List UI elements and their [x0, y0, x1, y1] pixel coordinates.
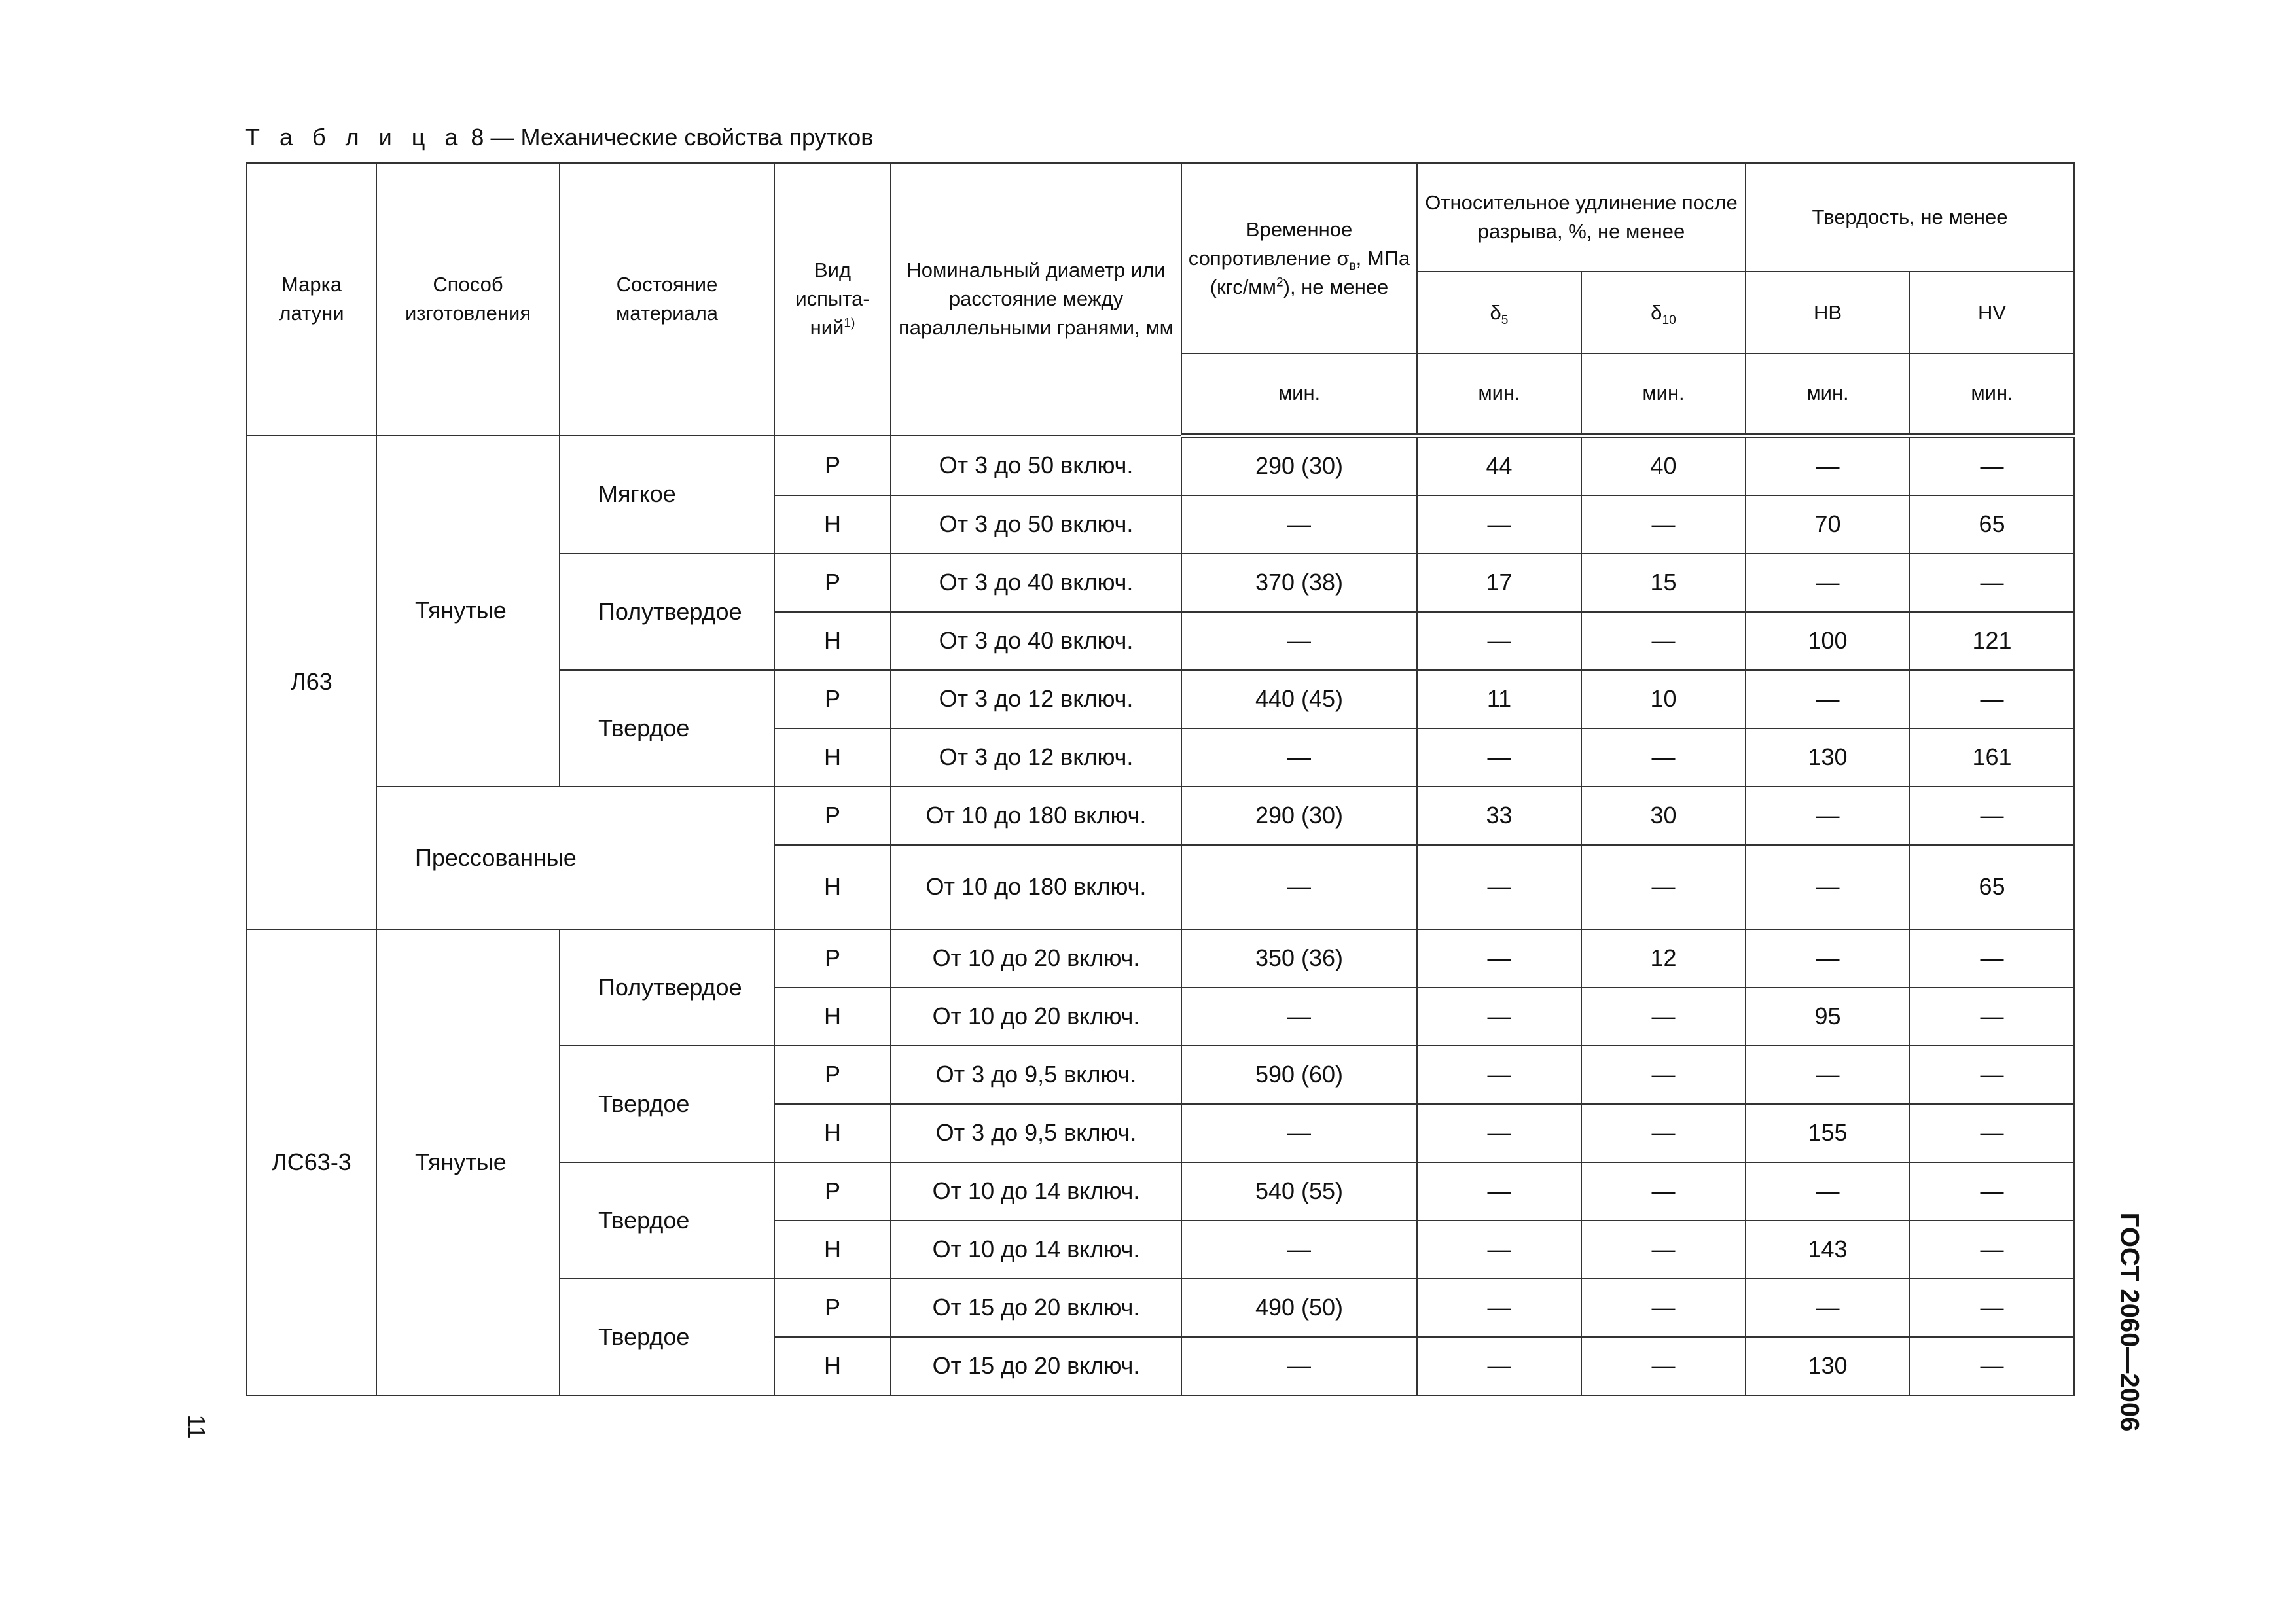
cell-hb: —	[1746, 1162, 1910, 1221]
cell-strength: 290 (30)	[1181, 435, 1417, 495]
header-delta10	[1581, 272, 1746, 353]
cell-hv: 161	[1910, 728, 2074, 787]
state-cell-hard: Твердое	[560, 1162, 774, 1279]
cell-hv: —	[1910, 435, 2074, 495]
cell-strength: 350 (36)	[1181, 929, 1417, 988]
cell-hv: —	[1910, 1279, 2074, 1337]
cell-d10: —	[1581, 845, 1746, 929]
state-cell-semihard: Полутвердое	[560, 929, 774, 1046]
cell-strength: —	[1181, 612, 1417, 670]
delta-symbol: δ	[1651, 300, 1662, 324]
state-cell-hard: Твердое	[560, 1046, 774, 1162]
cell-d10: —	[1581, 988, 1746, 1046]
table-row	[247, 929, 2074, 988]
header-min-d10: мин.	[1581, 353, 1746, 435]
cell-hb: —	[1746, 554, 1910, 612]
cell-d10: —	[1581, 1279, 1746, 1337]
cell-hb: —	[1746, 845, 1910, 929]
cell-strength: —	[1181, 495, 1417, 554]
cell-vid: Р	[774, 1162, 891, 1221]
header-strength-text: Временное сопротивление σ	[1188, 217, 1353, 270]
header-diameter: Номинальный диаметр или расстояние между параллельными гранями, мм	[891, 163, 1181, 435]
cell-d5: —	[1417, 728, 1581, 787]
cell-hv: —	[1910, 787, 2074, 845]
cell-hb: 130	[1746, 728, 1910, 787]
cell-hv: —	[1910, 1221, 2074, 1279]
cell-hb: —	[1746, 929, 1910, 988]
header-elongation: Относительное удлинение после разрыва, %, не менее	[1417, 163, 1746, 272]
cell-d5: 33	[1417, 787, 1581, 845]
cell-d5: —	[1417, 845, 1581, 929]
unit-exponent: 2	[1276, 276, 1283, 290]
state-cell-soft: Мягкое	[560, 435, 774, 554]
page-number	[177, 1407, 216, 1446]
cell-hv: —	[1910, 1104, 2074, 1162]
cell-d10: —	[1581, 1104, 1746, 1162]
cell-strength: 370 (38)	[1181, 554, 1417, 612]
cell-strength: —	[1181, 728, 1417, 787]
cell-d5: —	[1417, 1279, 1581, 1337]
cell-vid: Р	[774, 554, 891, 612]
cell-hv: —	[1910, 988, 2074, 1046]
cell-strength: 590 (60)	[1181, 1046, 1417, 1104]
cell-diameter: От 15 до 20 включ.	[891, 1279, 1181, 1337]
cell-d10: —	[1581, 1162, 1746, 1221]
header-hb: НВ	[1746, 272, 1910, 353]
state-cell-semihard: Полутвердое	[560, 554, 774, 670]
cell-hb: —	[1746, 1046, 1910, 1104]
header-min-hb: мин.	[1746, 353, 1910, 435]
cell-d5: —	[1417, 495, 1581, 554]
cell-d5: —	[1417, 1337, 1581, 1395]
header-strength-end: ), не менее	[1283, 275, 1389, 298]
cell-d10: 12	[1581, 929, 1746, 988]
cell-hv: —	[1910, 1046, 2074, 1104]
cell-hb: —	[1746, 670, 1910, 728]
page-number-text: 11	[183, 1414, 210, 1439]
cell-hv: —	[1910, 929, 2074, 988]
cell-d10: —	[1581, 612, 1746, 670]
header-hv: HV	[1910, 272, 2074, 353]
cell-hb: 143	[1746, 1221, 1910, 1279]
footnote-mark: 1)	[844, 316, 855, 330]
table-row	[247, 787, 2074, 845]
header-min-strength: мин.	[1181, 353, 1417, 435]
caption-label: Т а б л и ц а	[245, 124, 465, 151]
caption-title: — Механические свойства прутков	[490, 124, 874, 151]
cell-diameter: От 3 до 40 включ.	[891, 612, 1181, 670]
header-test-type	[774, 163, 891, 435]
cell-hv: 65	[1910, 845, 2074, 929]
delta-symbol: δ	[1490, 300, 1501, 324]
cell-hv: 65	[1910, 495, 2074, 554]
cell-d5: —	[1417, 612, 1581, 670]
cell-vid: Р	[774, 929, 891, 988]
cell-d10: 10	[1581, 670, 1746, 728]
cell-d10: 15	[1581, 554, 1746, 612]
brand-cell-l63: Л63	[247, 435, 376, 929]
cell-vid: Н	[774, 988, 891, 1046]
cell-strength: —	[1181, 1337, 1417, 1395]
header-strength	[1181, 163, 1417, 353]
cell-strength: 290 (30)	[1181, 787, 1417, 845]
header-min-d5: мин.	[1417, 353, 1581, 435]
cell-vid: Р	[774, 435, 891, 495]
cell-d5: 17	[1417, 554, 1581, 612]
cell-vid: Н	[774, 1337, 891, 1395]
delta5-subscript: 5	[1501, 313, 1509, 327]
cell-d10: —	[1581, 1046, 1746, 1104]
cell-hb: 95	[1746, 988, 1910, 1046]
cell-diameter: От 3 до 9,5 включ.	[891, 1104, 1181, 1162]
cell-hb: 155	[1746, 1104, 1910, 1162]
cell-vid: Н	[774, 728, 891, 787]
state-cell-hard: Твердое	[560, 670, 774, 787]
header-method: Способ изготовления	[376, 163, 560, 435]
cell-d5: —	[1417, 1162, 1581, 1221]
cell-d10: 40	[1581, 435, 1746, 495]
cell-vid: Н	[774, 612, 891, 670]
cell-hb: 130	[1746, 1337, 1910, 1395]
cell-d10: —	[1581, 1221, 1746, 1279]
cell-strength: —	[1181, 845, 1417, 929]
delta10-subscript: 10	[1662, 313, 1676, 327]
cell-strength: —	[1181, 988, 1417, 1046]
cell-vid: Н	[774, 495, 891, 554]
state-cell-hard: Твердое	[560, 1279, 774, 1395]
cell-d10: —	[1581, 1337, 1746, 1395]
cell-hb: 100	[1746, 612, 1910, 670]
method-cell-drawn: Тянутые	[376, 929, 560, 1395]
cell-diameter: От 3 до 12 включ.	[891, 728, 1181, 787]
cell-hv: —	[1910, 1337, 2074, 1395]
standard-sidebar	[2100, 1204, 2159, 1440]
header-test-type-text: Вид испыта-ний	[795, 259, 870, 339]
method-cell-drawn: Тянутые	[376, 435, 560, 787]
cell-vid: Р	[774, 670, 891, 728]
cell-diameter: От 10 до 20 включ.	[891, 929, 1181, 988]
cell-hb: —	[1746, 787, 1910, 845]
cell-vid: Н	[774, 1104, 891, 1162]
table-row	[247, 435, 2074, 495]
cell-vid: Р	[774, 1046, 891, 1104]
mechanical-properties-table	[246, 162, 2075, 1396]
cell-diameter: От 3 до 9,5 включ.	[891, 1046, 1181, 1104]
cell-d5: 11	[1417, 670, 1581, 728]
cell-diameter: От 3 до 40 включ.	[891, 554, 1181, 612]
cell-strength: 540 (55)	[1181, 1162, 1417, 1221]
cell-hv: —	[1910, 1162, 2074, 1221]
cell-diameter: От 10 до 20 включ.	[891, 988, 1181, 1046]
cell-diameter: От 15 до 20 включ.	[891, 1337, 1181, 1395]
header-min-hv: мин.	[1910, 353, 2074, 435]
header-strength-unit: , МПа (кгс/мм	[1210, 246, 1410, 298]
cell-hv: —	[1910, 670, 2074, 728]
cell-vid: Н	[774, 845, 891, 929]
brand-cell-ls63: ЛС63-3	[247, 929, 376, 1395]
cell-hv: —	[1910, 554, 2074, 612]
cell-diameter: От 3 до 50 включ.	[891, 495, 1181, 554]
header-delta5	[1417, 272, 1581, 353]
cell-diameter: От 10 до 14 включ.	[891, 1162, 1181, 1221]
cell-d10: —	[1581, 728, 1746, 787]
cell-diameter: От 10 до 180 включ.	[891, 787, 1181, 845]
cell-hb: —	[1746, 1279, 1910, 1337]
cell-d5: —	[1417, 1104, 1581, 1162]
table-caption	[245, 123, 873, 152]
cell-d5: —	[1417, 988, 1581, 1046]
cell-hb: —	[1746, 435, 1910, 495]
cell-vid: Н	[774, 1221, 891, 1279]
cell-diameter: От 10 до 14 включ.	[891, 1221, 1181, 1279]
cell-d5: —	[1417, 1221, 1581, 1279]
sigma-subscript: в	[1349, 259, 1356, 273]
cell-strength: —	[1181, 1221, 1417, 1279]
cell-d5: —	[1417, 1046, 1581, 1104]
header-hardness: Твердость, не менее	[1746, 163, 2074, 272]
header-brand: Марка латуни	[247, 163, 376, 435]
cell-strength: —	[1181, 1104, 1417, 1162]
cell-hb: 70	[1746, 495, 1910, 554]
cell-strength: 490 (50)	[1181, 1279, 1417, 1337]
cell-vid: Р	[774, 1279, 891, 1337]
cell-strength: 440 (45)	[1181, 670, 1417, 728]
header-state: Состояние материала	[560, 163, 774, 435]
cell-d10: —	[1581, 495, 1746, 554]
cell-d5: —	[1417, 929, 1581, 988]
method-cell-pressed: Прессованные	[376, 787, 774, 929]
cell-diameter: От 3 до 50 включ.	[891, 435, 1181, 495]
standard-code: ГОСТ 2060—2006	[2115, 1212, 2144, 1432]
cell-vid: Р	[774, 787, 891, 845]
cell-hv: 121	[1910, 612, 2074, 670]
header-row-1	[247, 163, 2074, 272]
caption-number: 8	[471, 124, 484, 151]
cell-diameter: От 3 до 12 включ.	[891, 670, 1181, 728]
cell-d10: 30	[1581, 787, 1746, 845]
cell-d5: 44	[1417, 435, 1581, 495]
cell-diameter: От 10 до 180 включ.	[891, 845, 1181, 929]
